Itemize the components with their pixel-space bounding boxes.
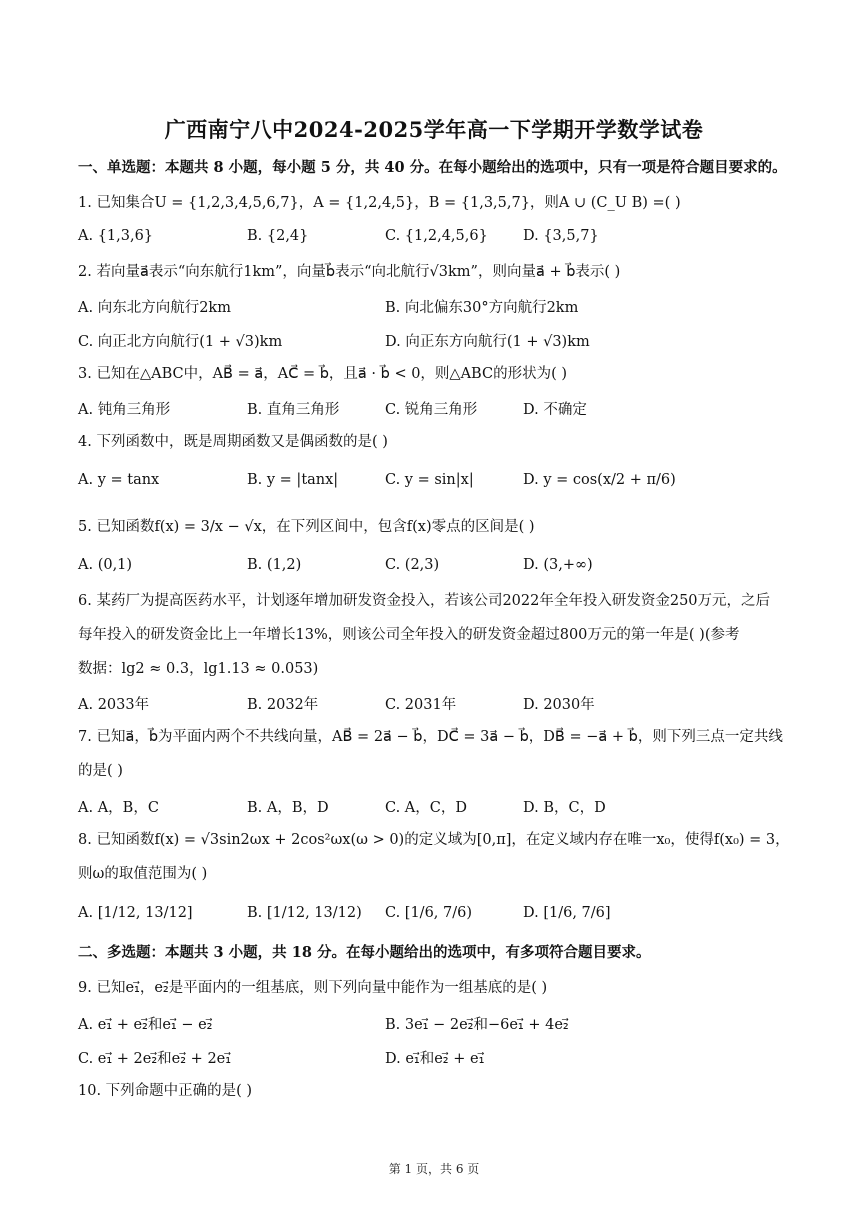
option-b[interactable]: B. A，B，D (247, 800, 329, 816)
option-d[interactable]: D. B，C，D (523, 800, 606, 816)
option-c[interactable]: C. e₁⃗ + 2e₂⃗和e₂⃗ + 2e₁⃗ (78, 1051, 232, 1067)
option-b[interactable]: B. {2,4} (247, 228, 309, 244)
option-b[interactable]: B. [1/12, 13/12) (247, 905, 362, 921)
option-b[interactable]: B. (1,2) (247, 557, 302, 573)
option-a[interactable]: A. (0,1) (78, 557, 133, 573)
question-6-stem-line3: 数据：lg2 ≈ 0.3，lg1.13 ≈ 0.053) (78, 661, 319, 677)
question-5-stem: 5. 已知函数f(x) = 3/x − √x，在下列区间中，包含f(x)零点的区间是( ) (78, 519, 535, 535)
question-4-options (78, 472, 838, 494)
question-3-stem: 3. 已知在△ABC中，AB⃗ = a⃗，AC⃗ = b⃗，且a⃗ · b⃗ < 0，则△ABC的形状为( ) (78, 366, 567, 382)
option-c[interactable]: C. (2,3) (385, 557, 440, 573)
option-c[interactable]: C. y = sin|x| (385, 472, 474, 488)
question-8-stem-line2: 则ω的取值范围为( ) (78, 866, 208, 882)
option-c[interactable]: C. 锐角三角形 (385, 402, 478, 418)
section-1-heading: 一、单选题：本题共 8 小题，每小题 5 分，共 40 分。在每小题给出的选项中，只有一项是符合题目要求的。 (78, 159, 787, 176)
option-b[interactable]: B. y = |tanx| (247, 472, 339, 488)
option-b[interactable]: B. 3e₁⃗ − 2e₂⃗和−6e₁⃗ + 4e₂⃗ (385, 1017, 569, 1033)
question-2-options-row1 (78, 296, 838, 318)
option-b[interactable]: B. 2032年 (247, 697, 319, 713)
question-6-stem-line2: 每年投入的研发资金比上一年增长13%，则该公司全年投入的研发资金超过800万元的第一年是( )(参考 (78, 627, 740, 643)
option-a[interactable]: A. A，B，C (78, 800, 159, 816)
question-7-stem-line1: 7. 已知a⃗，b⃗为平面内两个不共线向量，AB⃗ = 2a⃗ − b⃗，DC⃗ = 3a⃗ − b⃗，DB⃗ = −a⃗ + b⃗，则下列三点一定共线 (78, 729, 783, 745)
page-title: 广西南宁八中2024-2025学年高一下学期开学数学试卷 (164, 117, 704, 142)
question-9-options-row1 (78, 1013, 838, 1035)
question-9-stem: 9. 已知e₁⃗，e₂⃗是平面内的一组基底，则下列向量中能作为一组基底的是( ) (78, 980, 548, 996)
option-c[interactable]: C. [1/6, 7/6) (385, 905, 472, 921)
option-d[interactable]: D. 不确定 (523, 402, 587, 418)
question-7-options (78, 796, 838, 818)
option-a[interactable]: A. 向东北方向航行2km (78, 300, 231, 316)
option-a[interactable]: A. 钝角三角形 (78, 402, 171, 418)
option-d[interactable]: D. [1/6, 7/6] (523, 905, 611, 921)
option-b[interactable]: B. 向北偏东30°方向航行2km (385, 300, 579, 316)
question-6-options (78, 693, 838, 715)
question-8-stem-line1: 8. 已知函数f(x) = √3sin2ωx + 2cos²ωx(ω > 0)的定义域为[0,π]，在定义域内存在唯一x₀，使得f(x₀) = 3， (78, 832, 790, 848)
option-a[interactable]: A. y = tanx (78, 472, 160, 488)
option-c[interactable]: C. A，C，D (385, 800, 467, 816)
section-2-heading: 二、多选题：本题共 3 小题，共 18 分。在每小题给出的选项中，有多项符合题目要求。 (78, 944, 651, 961)
question-1-stem: 1. 已知集合U = {1,2,3,4,5,6,7}，A = {1,2,4,5}，B = {1,3,5,7}，则A ∪ (C_U B) =( ) (78, 195, 681, 211)
option-d[interactable]: D. 2030年 (523, 697, 595, 713)
option-a[interactable]: A. 2033年 (78, 697, 150, 713)
option-d[interactable]: D. y = cos(x/2 + π/6) (523, 472, 676, 488)
question-2-options-row2 (78, 330, 838, 352)
option-d[interactable]: D. {3,5,7} (523, 228, 599, 244)
question-2-stem: 2. 若向量a⃗表示“向东航行1km”，向量b⃗表示“向北航行√3km”，则向量a⃗ + b⃗表示( ) (78, 264, 621, 280)
question-3-options (78, 398, 838, 420)
option-d[interactable]: D. e₁⃗和e₂⃗ + e₁⃗ (385, 1051, 485, 1067)
question-6-stem-line1: 6. 某药厂为提高医药水平，计划逐年增加研发资金投入，若该公司2022年全年投入研发资金250万元，之后 (78, 593, 771, 609)
question-1-options (78, 228, 838, 250)
option-c[interactable]: C. 2031年 (385, 697, 457, 713)
option-a[interactable]: A. {1,3,6} (78, 228, 154, 244)
question-9-options-row2 (78, 1047, 838, 1069)
question-10-stem: 10. 下列命题中正确的是( ) (78, 1083, 253, 1099)
option-a[interactable]: A. [1/12, 13/12] (78, 905, 193, 921)
question-7-stem-line2: 的是( ) (78, 763, 123, 779)
page-footer: 第 1 页，共 6 页 (388, 1162, 480, 1176)
option-d[interactable]: D. (3,+∞) (523, 557, 593, 573)
option-a[interactable]: A. e₁⃗ + e₂⃗和e₁⃗ − e₂⃗ (78, 1017, 213, 1033)
option-b[interactable]: B. 直角三角形 (247, 402, 340, 418)
question-4-stem: 4. 下列函数中，既是周期函数又是偶函数的是( ) (78, 434, 388, 450)
question-5-options (78, 557, 838, 579)
question-8-options (78, 905, 838, 927)
option-c[interactable]: C. 向正北方向航行(1 + √3)km (78, 334, 283, 350)
option-c[interactable]: C. {1,2,4,5,6} (385, 228, 488, 244)
option-d[interactable]: D. 向正东方向航行(1 + √3)km (385, 334, 590, 350)
